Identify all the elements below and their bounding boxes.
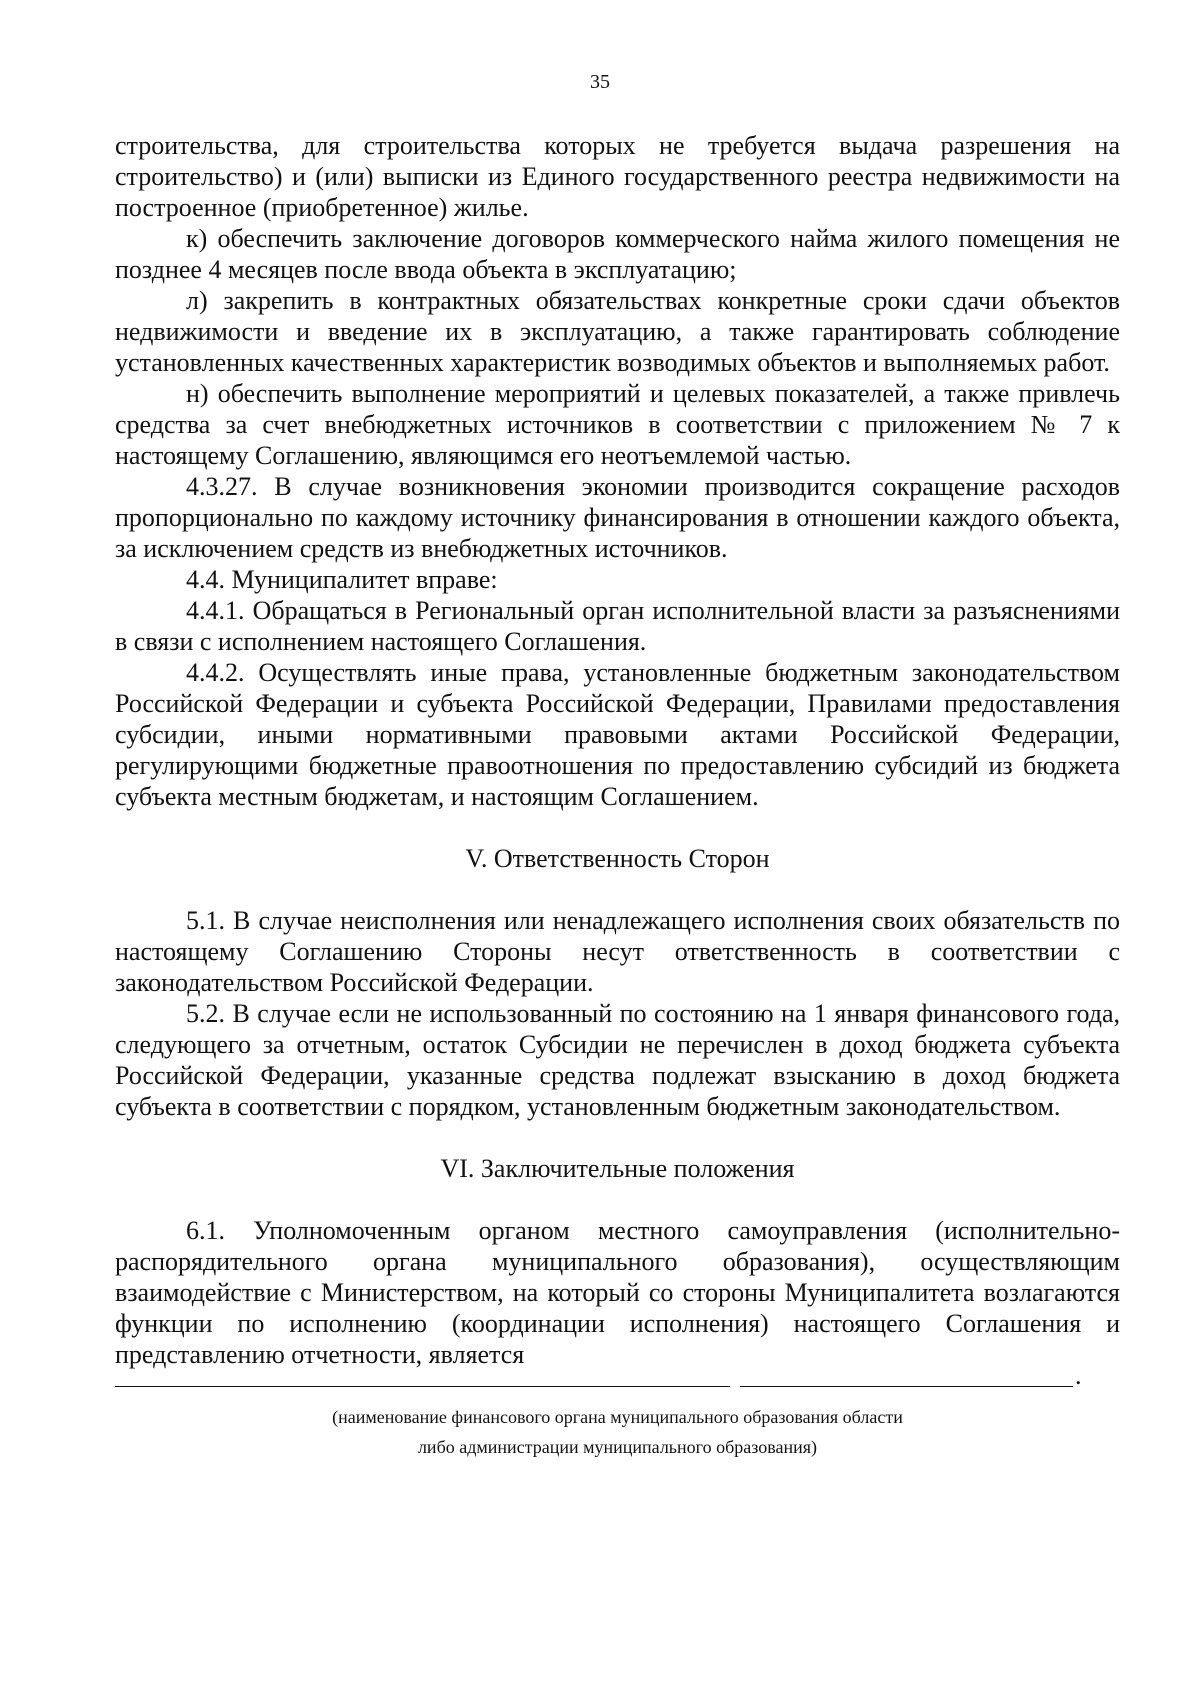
paragraph: 4.4. Муниципалитет вправе: [186,565,498,594]
paragraph: 4.3.27. В случае возникновения экономии производится сокращение расходов пропорционально по каждому источнику финансирования в отношении каждого объекта, за исключением средств из внебюджетных источников. [115,472,1120,563]
paragraph: 5.1. В случае неисполнения или ненадлежащего исполнения своих обязательств по настоящему Соглашению Стороны несут ответственность в соответствии с законодательством Российской Федерации. [115,906,1120,997]
page-number: 35 [590,71,610,93]
section-5-paragraphs [115,905,1120,1122]
blank-line [115,1386,730,1387]
caption-line-1: (наименование финансового органа муниципального образования области [332,1407,903,1427]
section-6-heading: VI. Заключительные положения [440,1154,795,1183]
paragraph: л) закрепить в контрактных обязательствах конкретные сроки сдачи объектов недвижимости и введение их в эксплуатацию, а также гарантировать соблюдение установленных качественных характеристик возводимых объектов и выполняемых работ. [115,286,1120,377]
blank-period: . [1075,1361,1082,1390]
paragraph: 4.4.1. Обращаться в Региональный орган исполнительной власти за разъяснениями в связи с исполнением настоящего Соглашения. [115,596,1120,656]
paragraph: строительства, для строительства которых не требуется выдача разрешения на строительство) и (или) выписки из Единого государственного реестра недвижимости на построенное (приобретенное) жилье. [115,131,1120,222]
blank-line [740,1386,1073,1387]
paragraph: 5.2. В случае если не использованный по состоянию на 1 января финансового года, следующего за отчетным, остаток Субсидии не перечислен в доход бюджета субъекта Российской Федерации, указанные средства подлежат взысканию в доход бюджета субъекта в соответствии с порядком, установленным бюджетным законодательством. [115,999,1120,1121]
top-paragraphs [115,130,1120,812]
paragraph: н) обеспечить выполнение мероприятий и целевых показателей, а также привлечь средства за счет внебюджетных источников в соответствии с приложением № 7 к настоящему Соглашению, являющимся его неотъемлемой частью. [115,379,1120,470]
section-5-heading: V. Ответственность Сторон [465,844,770,873]
paragraph: к) обеспечить заключение договоров коммерческого найма жилого помещения не позднее 4 месяцев после ввода объекта в эксплуатацию; [115,224,1120,284]
document-body [115,130,1120,1462]
blank-caption [115,1390,1120,1462]
paragraph: 4.4.2. Осуществлять иные права, установленные бюджетным законодательством Российской Федерации и субъекта Российской Федерации, Правилами предоставления субсидии, иными нормативными правовыми актами Российской Федерации, регулирующими бюджетные правоотношения по предоставлению субсидий из бюджета субъекта местным бюджетам, и настоящим Соглашением. [115,658,1120,811]
caption-line-2: либо администрации муниципального образования) [417,1437,818,1457]
section-6-paragraphs [115,1215,1120,1370]
paragraph: 6.1. Уполномоченным органом местного самоуправления (исполнительно-распорядительного органа муниципального образования), осуществляющим взаимодействие с Министерством, на который со стороны Муниципалитета возлагаются функции по исполнению (координации исполнения) настоящего Соглашения и представлению отчетности, является [115,1216,1120,1369]
fill-in-blank [115,1361,1120,1390]
